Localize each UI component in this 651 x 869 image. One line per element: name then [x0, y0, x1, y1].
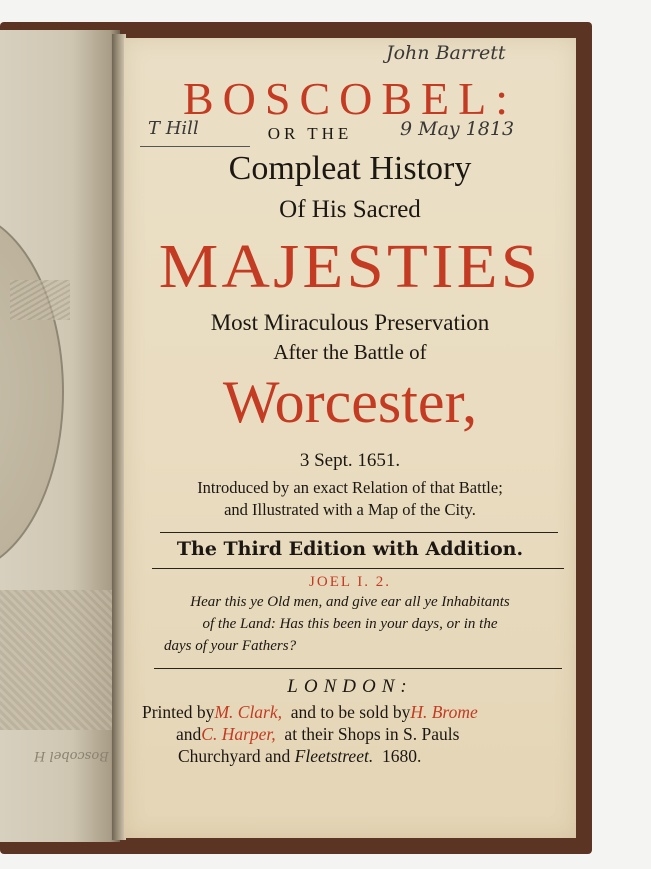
rule-top-edition: [160, 532, 558, 533]
date-inscription: 9 May 1813: [400, 118, 515, 140]
or-the-text: OR THE: [267, 124, 353, 143]
imprint-seller-harper: C. Harper,: [201, 724, 276, 744]
edition-statement: The Third Edition with Addition.: [176, 538, 524, 560]
title-boscobel: BOSCOBEL:: [182, 73, 518, 124]
epigraph-line-3: days of your Fathers?: [164, 638, 297, 654]
imprint-churchyard: Churchyard and: [178, 746, 291, 766]
battle-date: 3 Sept. 1651.: [299, 450, 401, 471]
imprint-fleetstreet: Fleetstreet.: [294, 746, 374, 766]
imprint-sold-by: and to be sold by: [290, 702, 411, 722]
rule-before-imprint: [154, 668, 562, 669]
imprint-shops: at their Shops in S. Pauls: [284, 724, 460, 744]
title-worcester: Worcester,: [222, 369, 478, 435]
frontispiece-engraving-detail: [10, 280, 70, 320]
imprint-line-3: [178, 746, 421, 767]
frontispiece-engraving-scene: [0, 590, 118, 730]
frontispiece-caption: Boscobel H: [34, 748, 109, 763]
title-line-his-sacred: Of His Sacred: [279, 196, 421, 223]
owner-inscription-top: John Barrett: [386, 42, 506, 64]
imprint-line-1: [142, 702, 478, 723]
inscription-underline: [140, 146, 250, 147]
title-majesties: MAJESTIES: [158, 233, 542, 301]
imprint-printed-by: Printed by: [142, 702, 215, 722]
frontispiece-portrait-oval: [0, 210, 64, 574]
imprint-and: and: [176, 724, 202, 744]
intro-line-2: and Illustrated with a Map of the City.: [224, 500, 476, 519]
imprint-line-2: [176, 724, 459, 745]
imprint-seller-brome: H. Brome: [410, 702, 478, 722]
epigraph-line-1: Hear this ye Old men, and give ear all ye Inhabitants: [190, 594, 510, 610]
epigraph-line-2: of the Land: Has this been in your days, or in the: [202, 616, 498, 632]
imprint-place: LONDON:: [287, 676, 413, 697]
title-line-after-battle: After the Battle of: [273, 340, 427, 364]
frontispiece-page: [0, 30, 120, 842]
title-line-preservation: Most Miraculous Preservation: [210, 310, 490, 335]
title-line-compleat-history: Compleat History: [228, 150, 472, 187]
epigraph-reference: JOEL I. 2.: [309, 574, 391, 590]
title-page: [124, 38, 576, 838]
imprint-year: 1680.: [381, 746, 422, 766]
intro-line-1: Introduced by an exact Relation of that Battle;: [197, 478, 503, 497]
owner-inscription-left: T Hill: [148, 118, 199, 139]
imprint-printer: M. Clark,: [214, 702, 283, 722]
rule-bottom-edition: [152, 568, 564, 569]
